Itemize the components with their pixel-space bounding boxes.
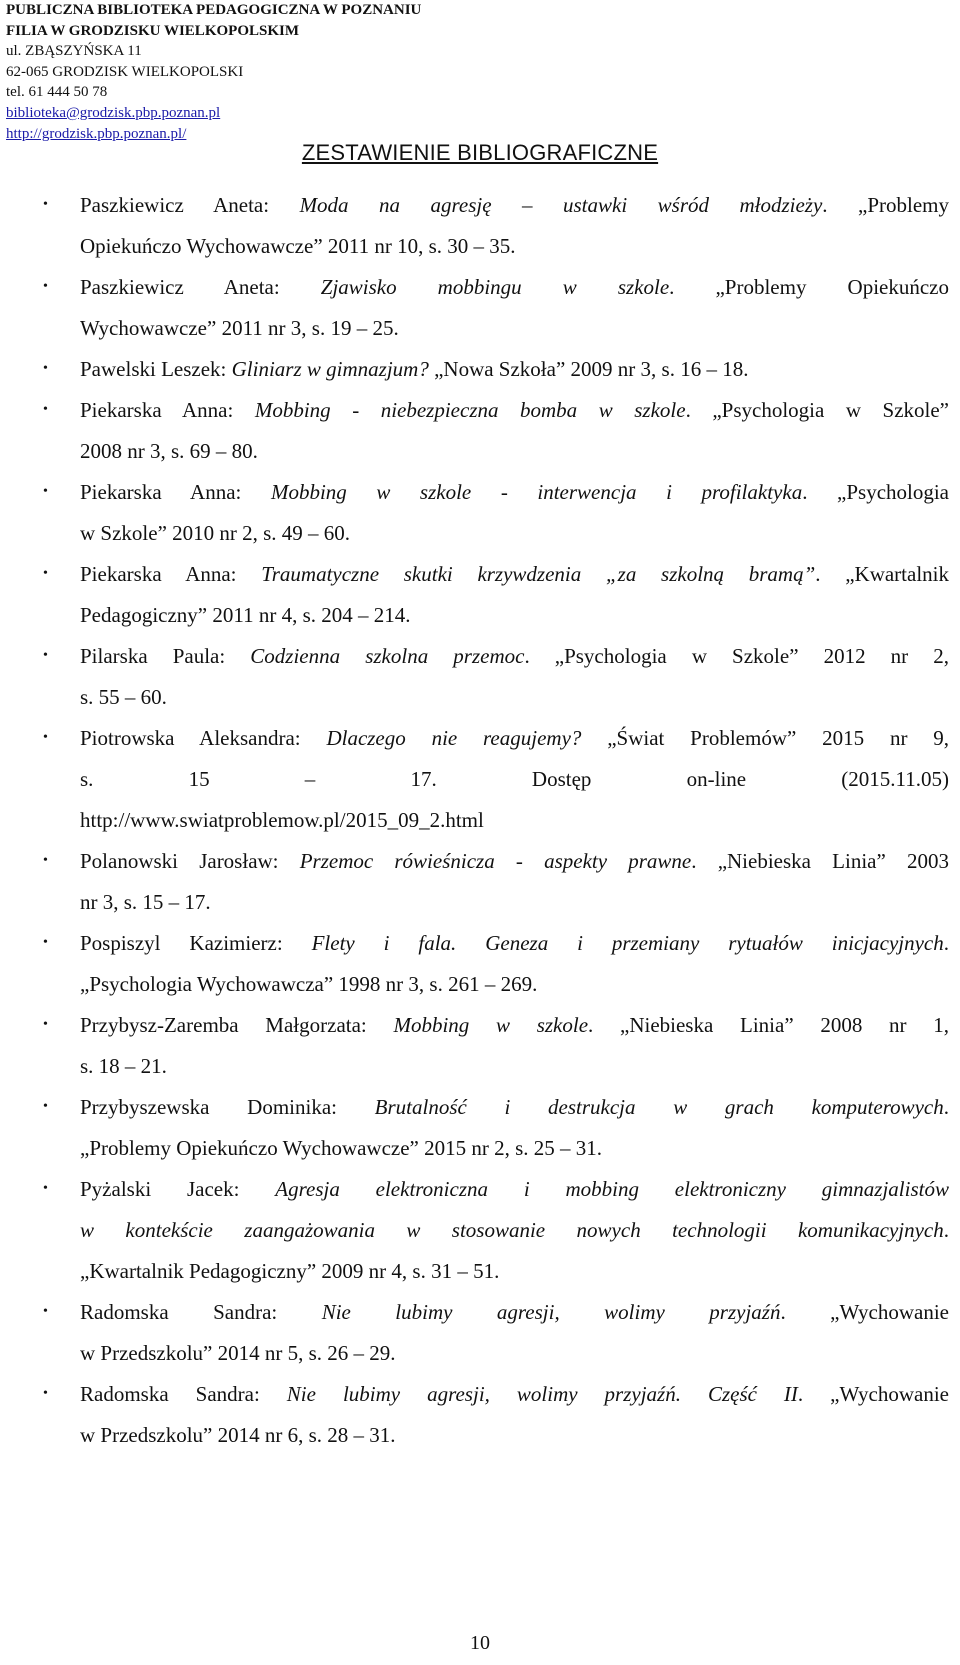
entry-title: Moda na agresję – ustawki wśród młodzieży [299, 193, 823, 217]
bullet-icon: • [43, 935, 48, 950]
entry-source: . [943, 1095, 950, 1119]
bullet-icon: • [43, 1386, 48, 1401]
entry-source: . „Psychologia [802, 480, 950, 504]
entry-author: Pyżalski Jacek: [80, 1177, 276, 1201]
header-line-street: ul. ZBĄSZYŃSKA 11 [6, 43, 142, 60]
header-website-link[interactable]: http://grodzisk.pbp.poznan.pl/ [6, 125, 187, 142]
entry-first-line [80, 552, 949, 596]
entry-source: . „Niebieska Linia” 2008 nr 1, [588, 1013, 950, 1037]
entry-author: Piotrowska Aleksandra: [80, 726, 327, 750]
entry-author: Polanowski Jarosław: [80, 849, 300, 873]
entry-continuation-line: Wychowawcze” 2011 nr 3, s. 19 – 25. [80, 316, 399, 340]
entry-author: Pospiszyl Kazimierz: [80, 931, 312, 955]
entry-continuation-line [80, 1208, 949, 1252]
entry-title: Przemoc rówieśnicza - aspekty prawne [299, 849, 692, 873]
bullet-icon: • [43, 361, 48, 376]
header-line-city: 62-065 GRODZISK WIELKOPOLSKI [6, 63, 244, 80]
entry-first-line [80, 347, 949, 391]
entry-author: Paszkiewicz Aneta: [80, 275, 321, 299]
entry-title: Codzienna szkolna przemoc [250, 644, 525, 668]
entry-source: . „Problemy [822, 193, 950, 217]
entry-title: Flety i fala. Geneza i przemiany rytuałów inicjacyjnych [311, 931, 944, 955]
entry-source: . „Wychowanie [797, 1382, 950, 1406]
bullet-icon: • [43, 484, 48, 499]
entry-first-line [80, 1372, 949, 1416]
entry-title: Mobbing w szkole [393, 1013, 589, 1037]
entry-continuation-line: Opiekuńczo Wychowawcze” 2011 nr 10, s. 30 – 35. [80, 234, 516, 258]
entry-author: Pawelski Leszek: [80, 357, 232, 381]
entry-first-line [80, 839, 949, 883]
entry-first-line [80, 1290, 949, 1334]
entry-title: Zjawisko mobbingu w szkole [320, 275, 670, 299]
entry-continuation-line: „Kwartalnik Pedagogiczny” 2009 nr 4, s. 31 – 51. [80, 1259, 500, 1283]
entry-continuation-line: 2008 nr 3, s. 69 – 80. [80, 439, 258, 463]
entry-continuation-line: s. 15 – 17. Dostęp on-line (2015.11.05) [80, 767, 949, 791]
entry-author: Radomska Sandra: [80, 1382, 287, 1406]
entry-source: . [943, 1218, 949, 1242]
bullet-icon: • [43, 1017, 48, 1032]
entry-continuation-line: w Przedszkolu” 2014 nr 5, s. 26 – 29. [80, 1341, 396, 1365]
entry-first-line [80, 1085, 949, 1129]
entry-source: . [943, 931, 949, 955]
entry-continuation-line: „Problemy Opiekuńczo Wychowawcze” 2015 nr 2, s. 25 – 31. [80, 1136, 603, 1160]
entry-title: Nie lubimy agresji, wolimy przyjaźń [321, 1300, 781, 1324]
entry-continuation-line: http://www.swiatproblemow.pl/2015_09_2.html [80, 808, 484, 832]
bullet-icon: • [43, 853, 48, 868]
entry-title: Gliniarz w gimnazjum? [231, 357, 429, 381]
header-line-institution: PUBLICZNA BIBLIOTEKA PEDAGOGICZNA W POZNANIU [6, 2, 422, 18]
entry-title: Brutalność i destrukcja w grach komputerowych [374, 1095, 944, 1119]
entry-source: . „Problemy Opiekuńczo [669, 275, 949, 299]
entry-author: Przybysz-Zaremba Małgorzata: [80, 1013, 394, 1037]
header-line-phone: tel. 61 444 50 78 [6, 84, 108, 101]
header-line-branch: FILIA W GRODZISKU WIELKOPOLSKIM [6, 22, 299, 39]
entry-title: Agresja elektroniczna i mobbing elektroniczny gimnazjalistów [275, 1177, 949, 1201]
bullet-icon: • [43, 279, 48, 294]
entry-source: . „Psychologia w Szkole” [685, 398, 949, 422]
entry-title: Nie lubimy agresji, wolimy przyjaźń. Część II [286, 1382, 798, 1406]
entry-continuation-line: „Psychologia Wychowawcza” 1998 nr 3, s. 261 – 269. [80, 972, 538, 996]
entry-author: Paszkiewicz Aneta: [80, 193, 300, 217]
entry-first-line [80, 388, 949, 432]
entry-title: Dlaczego nie reagujemy? [326, 726, 582, 750]
bullet-icon: • [43, 566, 48, 581]
entry-continuation-line: s. 55 – 60. [80, 685, 167, 709]
entry-title-continuation: w kontekście zaangażowania w stosowanie nowych technologii komunikacyjnych [80, 1218, 944, 1242]
bullet-icon: • [43, 1304, 48, 1319]
entry-continuation-line: w Szkole” 2010 nr 2, s. 49 – 60. [80, 521, 351, 545]
entry-continuation-line: s. 18 – 21. [80, 1054, 167, 1078]
entry-continuation-line: nr 3, s. 15 – 17. [80, 890, 211, 914]
entry-title: Traumatyczne skutki krzywdzenia „za szkolną bramą” [261, 562, 816, 586]
bullet-icon: • [43, 730, 48, 745]
entry-first-line [80, 183, 949, 227]
bullet-icon: • [43, 648, 48, 663]
entry-continuation-line: w Przedszkolu” 2014 nr 6, s. 28 – 31. [80, 1423, 396, 1447]
document-title: ZESTAWIENIE BIBLIOGRAFICZNE [301, 140, 659, 165]
bullet-icon: • [43, 1181, 48, 1196]
entry-author: Radomska Sandra: [80, 1300, 322, 1324]
entry-title: Mobbing - niebezpieczna bomba w szkole [254, 398, 686, 422]
entry-first-line [80, 921, 949, 965]
entry-author: Piekarska Anna: [80, 398, 255, 422]
library-header [6, 0, 421, 144]
entry-source: „Świat Problemów” 2015 nr 9, [581, 726, 949, 750]
header-email-link[interactable]: biblioteka@grodzisk.pbp.poznan.pl [6, 104, 221, 121]
entry-first-line [80, 265, 949, 309]
entry-source: „Nowa Szkoła” 2009 nr 3, s. 16 – 18. [428, 357, 749, 381]
entry-source: . „Kwartalnik [815, 562, 949, 586]
entry-first-line [80, 1003, 949, 1047]
entry-author: Piekarska Anna: [80, 480, 271, 504]
entry-author: Pilarska Paula: [80, 644, 251, 668]
entry-source: . „Niebieska Linia” 2003 [691, 849, 949, 873]
entry-first-line [80, 1167, 949, 1211]
bullet-icon: • [43, 197, 48, 212]
bullet-icon: • [43, 1099, 48, 1114]
bullet-icon: • [43, 402, 48, 417]
entry-first-line [80, 634, 949, 678]
entry-first-line [80, 716, 949, 760]
entry-author: Przybyszewska Dominika: [80, 1095, 375, 1119]
entry-source: . „Wychowanie [780, 1300, 949, 1324]
page-number: 10 [470, 1632, 490, 1654]
entry-title: Mobbing w szkole - interwencja i profilaktyka [270, 480, 803, 504]
entry-source: . „Psychologia w Szkole” 2012 nr 2, [524, 644, 949, 668]
entry-author: Piekarska Anna: [80, 562, 262, 586]
entry-first-line [80, 470, 949, 514]
entry-continuation-line: Pedagogiczny” 2011 nr 4, s. 204 – 214. [80, 603, 411, 627]
